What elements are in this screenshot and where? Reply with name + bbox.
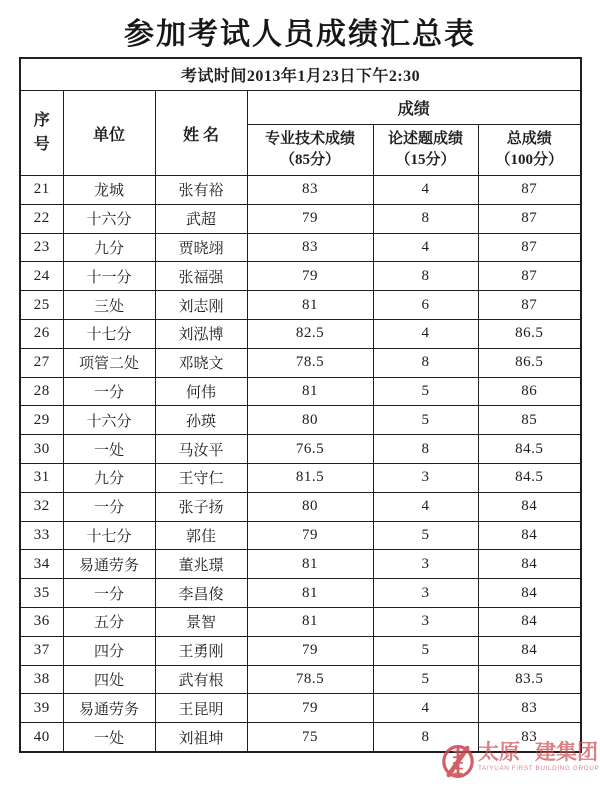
- cell-total: 87: [478, 262, 581, 291]
- cell-no: 40: [20, 723, 63, 752]
- cell-unit: 易通劳务: [63, 694, 155, 723]
- table-row: [20, 579, 581, 608]
- cell-total: 83: [478, 694, 581, 723]
- table-row: [20, 319, 581, 348]
- cell-unit: 一分: [63, 579, 155, 608]
- cell-tech: 79: [247, 636, 373, 665]
- cell-tech: 81: [247, 291, 373, 320]
- page-title: 参加考试人员成绩汇总表: [124, 18, 476, 51]
- cell-essay: 6: [373, 291, 478, 320]
- cell-name: 郭佳: [155, 521, 247, 550]
- cell-no: 24: [20, 262, 63, 291]
- cell-total: 84: [478, 521, 581, 550]
- cell-total: 84: [478, 492, 581, 521]
- table-row: [20, 262, 581, 291]
- table-row: [20, 636, 581, 665]
- cell-unit: 易通劳务: [63, 550, 155, 579]
- cell-no: 30: [20, 435, 63, 464]
- cell-essay: 3: [373, 550, 478, 579]
- cell-name: 王昆明: [155, 694, 247, 723]
- cell-total: 84: [478, 636, 581, 665]
- header-total-label: 总成绩: [506, 131, 552, 147]
- cell-name: 李昌俊: [155, 579, 247, 608]
- table-row: [20, 435, 581, 464]
- cell-essay: 5: [373, 406, 478, 435]
- cell-total: 84.5: [478, 435, 581, 464]
- cell-tech: 78.5: [247, 665, 373, 694]
- cell-essay: 4: [373, 492, 478, 521]
- cell-total: 85: [478, 406, 581, 435]
- cell-essay: 5: [373, 636, 478, 665]
- cell-name: 张有裕: [155, 176, 247, 205]
- cell-no: 29: [20, 406, 63, 435]
- cell-tech: 79: [247, 262, 373, 291]
- table-row: [20, 348, 581, 377]
- score-summary-table: [19, 57, 582, 753]
- cell-unit: 十六分: [63, 204, 155, 233]
- cell-name: 武有根: [155, 665, 247, 694]
- table-row: [20, 406, 581, 435]
- cell-essay: 4: [373, 176, 478, 205]
- header-essay-max: （15分）: [395, 152, 456, 168]
- cell-unit: 四处: [63, 665, 155, 694]
- cell-total: 84: [478, 550, 581, 579]
- cell-total: 84: [478, 607, 581, 636]
- cell-name: 董兆璟: [155, 550, 247, 579]
- company-name-cn-right: 建集团: [535, 740, 598, 764]
- cell-essay: 4: [373, 319, 478, 348]
- cell-name: 何伟: [155, 377, 247, 406]
- table-row: [20, 377, 581, 406]
- company-name-cn-left: 太原: [478, 740, 520, 764]
- cell-tech: 80: [247, 492, 373, 521]
- cell-unit: 项管二处: [63, 348, 155, 377]
- cell-no: 21: [20, 176, 63, 205]
- cell-no: 38: [20, 665, 63, 694]
- cell-unit: 九分: [63, 463, 155, 492]
- cell-tech: 80: [247, 406, 373, 435]
- cell-essay: 3: [373, 607, 478, 636]
- cell-unit: 龙城: [63, 176, 155, 205]
- cell-essay: 4: [373, 694, 478, 723]
- cell-tech: 81: [247, 607, 373, 636]
- cell-unit: 一处: [63, 723, 155, 752]
- cell-tech: 78.5: [247, 348, 373, 377]
- header-essay-score: [373, 125, 478, 176]
- cell-total: 84.5: [478, 463, 581, 492]
- cell-unit: 十六分: [63, 406, 155, 435]
- cell-total: 83: [478, 723, 581, 752]
- cell-essay: 8: [373, 262, 478, 291]
- table-row: [20, 176, 581, 205]
- cell-tech: 79: [247, 204, 373, 233]
- table-row: [20, 291, 581, 320]
- cell-unit: 一分: [63, 492, 155, 521]
- cell-name: 张福强: [155, 262, 247, 291]
- cell-no: 33: [20, 521, 63, 550]
- exam-time-row: [20, 58, 581, 91]
- header-name: 姓 名: [155, 91, 247, 176]
- cell-no: 23: [20, 233, 63, 262]
- cell-name: 王守仁: [155, 463, 247, 492]
- cell-total: 87: [478, 233, 581, 262]
- cell-name: 刘祖坤: [155, 723, 247, 752]
- cell-unit: 一处: [63, 435, 155, 464]
- cell-essay: 3: [373, 463, 478, 492]
- cell-name: 孙瑛: [155, 406, 247, 435]
- cell-tech: 79: [247, 521, 373, 550]
- cell-essay: 5: [373, 665, 478, 694]
- cell-unit: 四分: [63, 636, 155, 665]
- cell-total: 86: [478, 377, 581, 406]
- cell-total: 86.5: [478, 348, 581, 377]
- cell-tech: 81: [247, 579, 373, 608]
- table-row: [20, 665, 581, 694]
- cell-name: 武超: [155, 204, 247, 233]
- header-tech-score: [247, 125, 373, 176]
- cell-total: 84: [478, 579, 581, 608]
- header-total-max: （100分）: [495, 152, 564, 168]
- cell-tech: 82.5: [247, 319, 373, 348]
- cell-unit: 十一分: [63, 262, 155, 291]
- cell-no: 27: [20, 348, 63, 377]
- table-row: [20, 521, 581, 550]
- cell-tech: 83: [247, 176, 373, 205]
- header-essay-label: 论述题成绩: [387, 131, 463, 147]
- cell-unit: 一分: [63, 377, 155, 406]
- cell-no: 31: [20, 463, 63, 492]
- cell-unit: 十七分: [63, 521, 155, 550]
- cell-name: 贾晓翊: [155, 233, 247, 262]
- cell-essay: 3: [373, 579, 478, 608]
- header-tech-max: （85分）: [279, 152, 340, 168]
- header-row-top: [20, 91, 581, 125]
- cell-name: 王勇刚: [155, 636, 247, 665]
- header-no-label: 序号: [33, 112, 50, 153]
- cell-total: 87: [478, 291, 581, 320]
- cell-no: 22: [20, 204, 63, 233]
- cell-unit: 十七分: [63, 319, 155, 348]
- cell-tech: 76.5: [247, 435, 373, 464]
- cell-total: 83.5: [478, 665, 581, 694]
- cell-tech: 75: [247, 723, 373, 752]
- table-row: [20, 492, 581, 521]
- table-row: [20, 694, 581, 723]
- cell-essay: 8: [373, 435, 478, 464]
- header-score-group: 成绩: [247, 91, 581, 125]
- cell-essay: 8: [373, 723, 478, 752]
- table-row: [20, 233, 581, 262]
- cell-no: 25: [20, 291, 63, 320]
- table-row: [20, 204, 581, 233]
- cell-name: 马汝平: [155, 435, 247, 464]
- cell-essay: 4: [373, 233, 478, 262]
- table-body: [20, 176, 581, 752]
- cell-unit: 三处: [63, 291, 155, 320]
- cell-tech: 83: [247, 233, 373, 262]
- cell-tech: 81: [247, 377, 373, 406]
- cell-name: 刘志刚: [155, 291, 247, 320]
- cell-name: 景智: [155, 607, 247, 636]
- header-total-score: [478, 125, 581, 176]
- cell-total: 87: [478, 176, 581, 205]
- cell-no: 39: [20, 694, 63, 723]
- header-tech-label: 专业技术成绩: [264, 131, 355, 147]
- cell-tech: 81: [247, 550, 373, 579]
- table-row: [20, 550, 581, 579]
- cell-no: 35: [20, 579, 63, 608]
- cell-no: 32: [20, 492, 63, 521]
- cell-total: 86.5: [478, 319, 581, 348]
- cell-name: 张子扬: [155, 492, 247, 521]
- cell-no: 26: [20, 319, 63, 348]
- cell-tech: 79: [247, 694, 373, 723]
- cell-essay: 5: [373, 521, 478, 550]
- cell-no: 34: [20, 550, 63, 579]
- cell-no: 36: [20, 607, 63, 636]
- cell-no: 37: [20, 636, 63, 665]
- cell-unit: 五分: [63, 607, 155, 636]
- table-row: [20, 723, 581, 752]
- table-row: [20, 607, 581, 636]
- cell-essay: 8: [373, 348, 478, 377]
- table-header: [20, 58, 581, 176]
- cell-tech: 81.5: [247, 463, 373, 492]
- cell-no: 28: [20, 377, 63, 406]
- exam-time-label: 考试时间2013年1月23日下午2:30: [20, 58, 581, 91]
- cell-name: 刘泓博: [155, 319, 247, 348]
- cell-unit: 九分: [63, 233, 155, 262]
- cell-essay: 8: [373, 204, 478, 233]
- cell-total: 87: [478, 204, 581, 233]
- company-name-en: TAIYUAN FIRST BUILDING GROUP: [478, 765, 600, 772]
- cell-essay: 5: [373, 377, 478, 406]
- header-no: [20, 91, 63, 176]
- cell-name: 邓晓文: [155, 348, 247, 377]
- header-unit: 单位: [63, 91, 155, 176]
- table-row: [20, 463, 581, 492]
